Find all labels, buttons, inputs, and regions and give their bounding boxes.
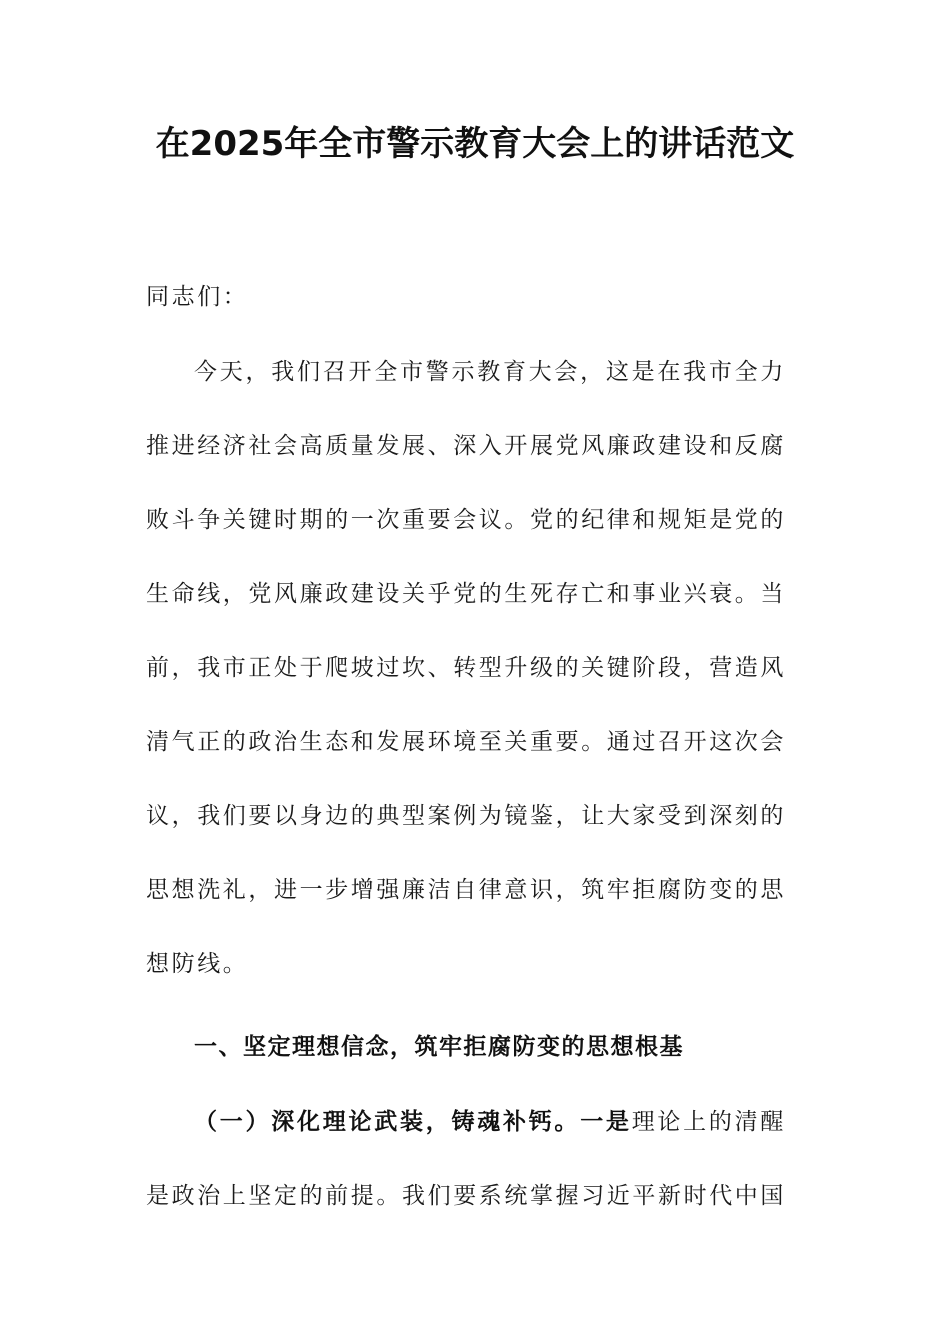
point-marker-1: 一是	[580, 1109, 632, 1135]
body-paragraph-2	[146, 1085, 786, 1233]
section-heading-1: 一、坚定理想信念，筑牢拒腐防变的思想根基	[194, 1034, 684, 1060]
body-paragraph-1: 今天，我们召开全市警示教育大会，这是在我市全力推进经济社会高质量发展、深入开展党风廉政建设和反腐败斗争关键时期的一次重要会议。党的纪律和规矩是党的生命线，党风廉政建设关乎党的生死存亡和事业兴衰。当前，我市正处于爬坡过坎、转型升级的关键阶段，营造风清气正的政治生态和发展环境至关重要。通过召开这次会议，我们要以身边的典型案例为镜鉴，让大家受到深刻的思想洗礼，进一步增强廉洁自律意识，筑牢拒腐防变的思想防线。	[146, 359, 786, 977]
salutation: 同志们：	[146, 284, 249, 310]
paragraph-2-text: 理论上的清醒是政治上坚定的前提。我们要系统掌握习近平新时代中国	[146, 1109, 787, 1209]
subsection-heading-1: （一）深化理论武装，铸魂补钙。	[194, 1109, 581, 1135]
document-title: 在2025年全市警示教育大会上的讲话范文	[155, 124, 795, 164]
